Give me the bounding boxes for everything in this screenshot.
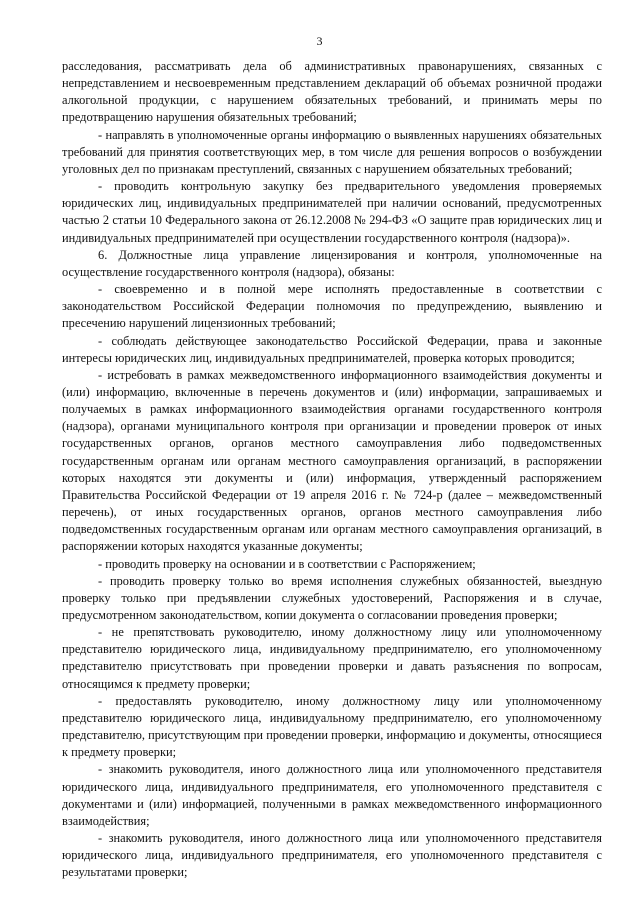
paragraph: - направлять в уполномоченные органы информацию о выявленных нарушениях обязательных требований для принятия соответствующих мер, в том числе для решения вопросов о возбуждении уголовных дел по признакам преступлений, связанных с нарушением обязательных требований; <box>62 127 602 176</box>
paragraph: - знакомить руководителя, иного должностного лица или уполномоченного представителя юридического лица, индивидуального предпринимателя, его уполномоченного представителя с результатами проверки; <box>62 831 602 880</box>
paragraph: - проводить проверку на основании и в соответствии с Распоряжением; <box>98 556 476 571</box>
paragraph: - истребовать в рамках межведомственного информационного взаимодействия документы и (или) информацию, включенные в перечень документов и (или) информации, запрашиваемых и получаемых в рамках информационного взаимодействия органами государственного контроля (надзора), органами муниципального контроля при организации и проведении проверок от иных государственных органов, органов местного самоуправления либо подведомственных государственным органам или органам местного самоуправления организаций, в распоряжении которых находятся эти документы и (или) информация, утвержденный распоряжением Правительства Российской Федерации от 19 апреля 2016 г. № 724-р (далее – межведомственный перечень), от иных государственных органов, органов местного самоуправления либо подведомственных государственным органам или органам местного самоуправления организаций, в распоряжении которых находятся указанные документы; <box>62 367 602 554</box>
paragraph: - предоставлять руководителю, иному должностному лицу или уполномоченному представителю юридического лица, индивидуальному предпринимателю, его уполномоченному представителю, присутствующим при проведении проверки, информацию и документы, относящиеся к предмету проверки; <box>62 693 602 760</box>
paragraph: расследования, рассматривать дела об административных правонарушениях, связанных с непредставлением и несвоевременным представлением деклараций об объемах розничной продажи алкогольной продукции, с нарушением обязательных требований, и принимать меры по предотвращению нарушения обязательных требований; <box>62 59 602 125</box>
paragraph: - проводить контрольную закупку без предварительного уведомления проверяемых юридических лиц, индивидуальных предпринимателей при наличии оснований, предусмотренных частью 2 статьи 10 Федерального закона от 26.12.2008 № 294-ФЗ «О защите прав юридических лиц и индивидуальных предпринимателей при осуществлении государственного контроля (надзора)». <box>62 179 602 245</box>
paragraph: - соблюдать действующее законодательство Российской Федерации, права и законные интересы юридических лиц, индивидуальных предпринимателей, проверка которых проводится; <box>62 333 602 365</box>
paragraph: - не препятствовать руководителю, иному должностному лицу или уполномоченному представителю юридического лица, индивидуальному предпринимателю, его уполномоченному представителю присутствовать при проведении проверки и давать разъяснения по вопросам, относящимся к предмету проверки; <box>62 625 602 691</box>
paragraph: - своевременно и в полной мере исполнять предоставленные в соответствии с законодательством Российской Федерации полномочия по предупреждению, выявлению и пресечению нарушений лицензионных требований; <box>62 282 602 331</box>
paragraph: - проводить проверку только во время исполнения служебных обязанностей, выездную проверку только при предъявлении служебных удостоверений, Распоряжения и в случае, предусмотренном законодательством, копии документа о согласовании проведения проверки; <box>62 573 602 622</box>
document-body <box>62 58 602 882</box>
page-number: 3 <box>316 34 323 48</box>
paragraph: 6. Должностные лица управление лицензирования и контроля, уполномоченные на осуществление государственного контроля (надзора), обязаны: <box>62 247 602 279</box>
paragraph: - знакомить руководителя, иного должностного лица или уполномоченного представителя юридического лица, индивидуального предпринимателя, его уполномоченного представителя с документами и (или) информацией, полученными в рамках межведомственного информационного взаимодействия; <box>62 762 602 828</box>
